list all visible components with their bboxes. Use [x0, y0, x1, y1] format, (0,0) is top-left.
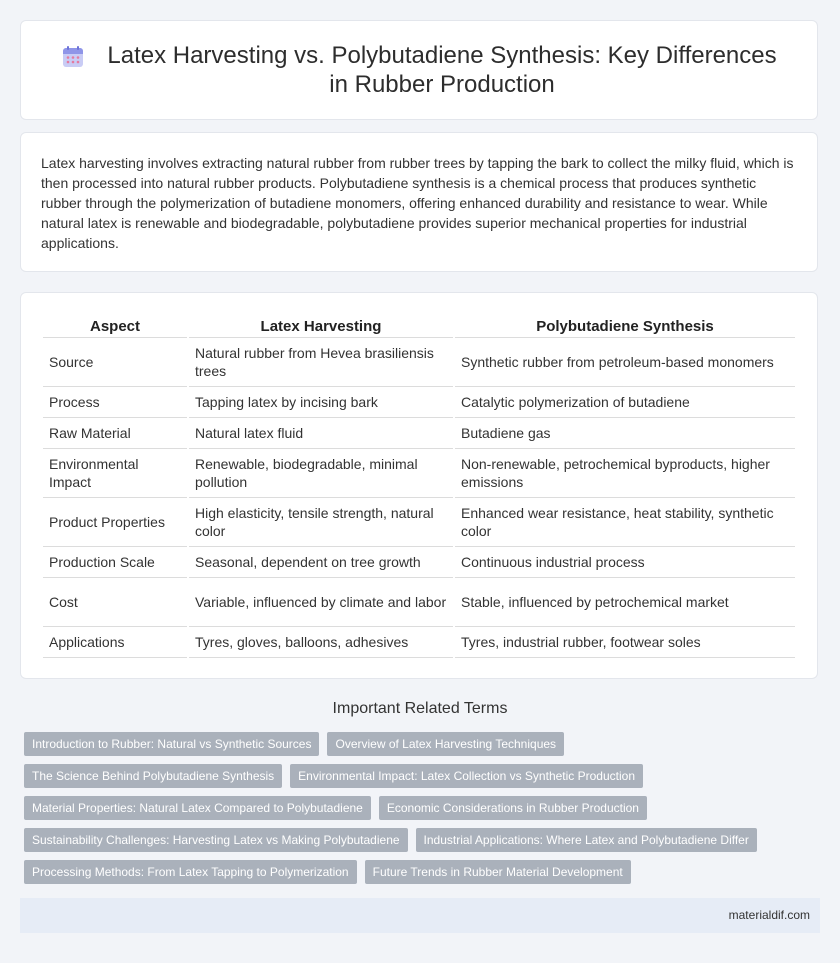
footer: [20, 898, 820, 933]
related-term-link[interactable]: Overview of Latex Harvesting Techniques: [327, 732, 564, 756]
cell-aspect: Process: [43, 387, 187, 418]
cell-latex: Tapping latex by incising bark: [189, 387, 453, 418]
cell-aspect: Product Properties: [43, 498, 187, 547]
cell-latex: Renewable, biodegradable, minimal pollution: [189, 449, 453, 498]
table-row: [43, 338, 795, 387]
cell-polybutadiene: Continuous industrial process: [455, 547, 795, 578]
table-row: [43, 387, 795, 418]
related-term-link[interactable]: Material Properties: Natural Latex Compared to Polybutadiene: [24, 796, 371, 820]
cell-polybutadiene: Non-renewable, petrochemical byproducts, higher emissions: [455, 449, 795, 498]
table-row: [43, 449, 795, 498]
related-term-link[interactable]: Processing Methods: From Latex Tapping to Polymerization: [24, 860, 357, 884]
table-header-row: [43, 313, 795, 338]
cell-aspect: Production Scale: [43, 547, 187, 578]
related-term-link[interactable]: Economic Considerations in Rubber Production: [379, 796, 647, 820]
tag-row: [24, 860, 804, 884]
cell-aspect: Environmental Impact: [43, 449, 187, 498]
calendar-icon: [61, 45, 85, 69]
intro-card: [20, 132, 818, 272]
related-term-link[interactable]: Industrial Applications: Where Latex and Polybutadiene Differ: [416, 828, 757, 852]
tag-row: [24, 732, 804, 756]
comparison-table: [41, 313, 797, 658]
table-row: [43, 547, 795, 578]
title-wrap: [61, 41, 777, 99]
header-polybutadiene: Polybutadiene Synthesis: [455, 313, 795, 338]
header-card: [20, 20, 818, 120]
table-row: [43, 498, 795, 547]
cell-polybutadiene: Butadiene gas: [455, 418, 795, 449]
page-title: Latex Harvesting vs. Polybutadiene Synthesis: Key Differences in Rubber Production: [107, 42, 777, 98]
cell-latex: Natural latex fluid: [189, 418, 453, 449]
cell-latex: Natural rubber from Hevea brasiliensis trees: [189, 338, 453, 387]
cell-polybutadiene: Tyres, industrial rubber, footwear soles: [455, 627, 795, 658]
footer-site-link[interactable]: materialdif.com: [728, 908, 810, 922]
table-row: [43, 627, 795, 658]
table-row: [43, 578, 795, 627]
cell-aspect: Raw Material: [43, 418, 187, 449]
cell-polybutadiene: Enhanced wear resistance, heat stability, synthetic color: [455, 498, 795, 547]
table-row: [43, 418, 795, 449]
comparison-card: [20, 292, 818, 679]
cell-aspect: Cost: [43, 578, 187, 627]
header-aspect: Aspect: [43, 313, 187, 338]
cell-polybutadiene: Stable, influenced by petrochemical market: [455, 578, 795, 627]
cell-aspect: Source: [43, 338, 187, 387]
related-terms-heading: Important Related Terms: [332, 700, 508, 717]
header-latex: Latex Harvesting: [189, 313, 453, 338]
cell-latex: Tyres, gloves, balloons, adhesives: [189, 627, 453, 658]
cell-latex: Variable, influenced by climate and labor: [189, 578, 453, 627]
related-term-link[interactable]: Introduction to Rubber: Natural vs Synthetic Sources: [24, 732, 319, 756]
cell-polybutadiene: Synthetic rubber from petroleum-based monomers: [455, 338, 795, 387]
related-terms-list: [24, 732, 804, 892]
tag-row: [24, 796, 804, 820]
tag-row: [24, 828, 804, 852]
tag-row: [24, 764, 804, 788]
related-term-link[interactable]: The Science Behind Polybutadiene Synthesis: [24, 764, 282, 788]
related-term-link[interactable]: Sustainability Challenges: Harvesting Latex vs Making Polybutadiene: [24, 828, 408, 852]
cell-aspect: Applications: [43, 627, 187, 658]
cell-latex: High elasticity, tensile strength, natural color: [189, 498, 453, 547]
cell-latex: Seasonal, dependent on tree growth: [189, 547, 453, 578]
related-term-link[interactable]: Future Trends in Rubber Material Development: [365, 860, 631, 884]
cell-polybutadiene: Catalytic polymerization of butadiene: [455, 387, 795, 418]
related-term-link[interactable]: Environmental Impact: Latex Collection vs Synthetic Production: [290, 764, 643, 788]
intro-paragraph: Latex harvesting involves extracting natural rubber from rubber trees by tapping the bark to collect the milky fluid, which is then processed into natural rubber products. Polybutadiene synthesis is a chemical process that produces synthetic rubber through the polymerization of butadiene monomers, offering enhanced durability and resistance to wear. While natural latex is renewable and biodegradable, polybutadiene provides superior mechanical properties for industrial applications.: [41, 155, 794, 251]
